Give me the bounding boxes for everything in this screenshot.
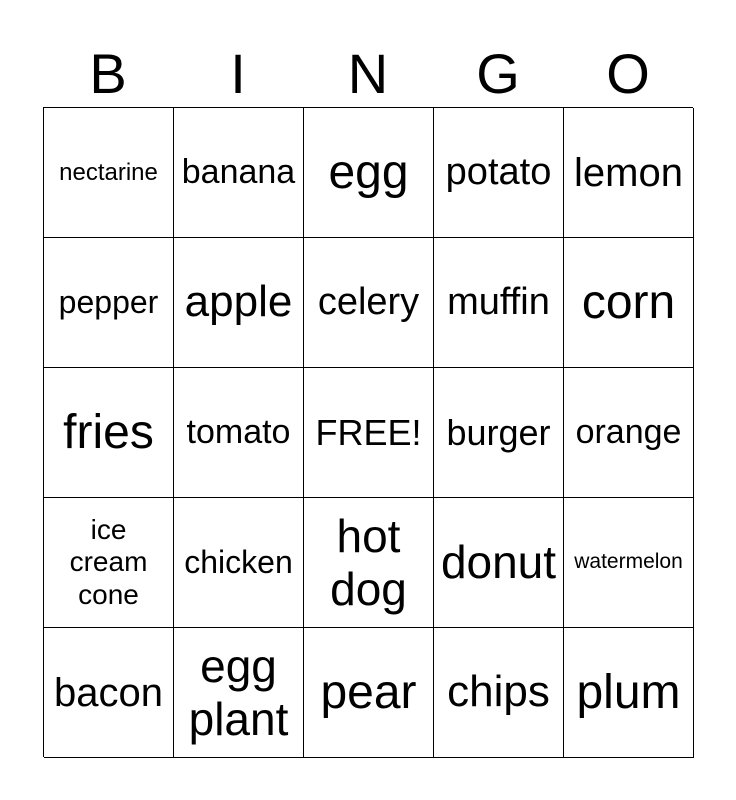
bingo-cell-label: banana — [181, 152, 296, 191]
bingo-cell-label: celery — [317, 280, 420, 323]
header-letter-g: G — [476, 42, 520, 105]
bingo-cell-label: potato — [445, 150, 552, 193]
bingo-cell[interactable] — [564, 368, 694, 498]
bingo-cell-label: orange — [575, 412, 682, 451]
header-letter-b: B — [89, 42, 127, 105]
bingo-cell[interactable] — [44, 628, 174, 758]
bingo-cell[interactable] — [564, 238, 694, 368]
bingo-cell[interactable] — [434, 498, 564, 628]
bingo-cell[interactable] — [44, 498, 174, 628]
bingo-cell-label: watermelon — [574, 550, 683, 574]
bingo-cell[interactable] — [304, 498, 434, 628]
bingo-cell-label: tomato — [186, 412, 291, 451]
bingo-cell-label: FREE! — [315, 411, 422, 453]
bingo-card-grid — [43, 107, 693, 757]
bingo-cell[interactable] — [44, 238, 174, 368]
bingo-header — [43, 40, 693, 108]
bingo-cell-label: corn — [581, 275, 676, 329]
bingo-cell-label: hot dog — [330, 509, 407, 615]
bingo-cell-label: bacon — [54, 670, 163, 715]
bingo-cell[interactable] — [434, 368, 564, 498]
bingo-cell[interactable] — [304, 108, 434, 238]
bingo-cell[interactable] — [304, 238, 434, 368]
bingo-cell[interactable] — [44, 108, 174, 238]
bingo-cell-label: egg plant — [188, 639, 289, 745]
bingo-cell-label: ice cream cone — [69, 514, 148, 610]
bingo-cell-label: muffin — [447, 280, 550, 323]
bingo-cell[interactable] — [44, 368, 174, 498]
bingo-cell[interactable] — [174, 368, 304, 498]
header-letter-i: I — [230, 42, 246, 105]
bingo-cell-label: donut — [440, 536, 557, 589]
bingo-cell[interactable] — [304, 628, 434, 758]
bingo-cell[interactable] — [174, 238, 304, 368]
bingo-cell[interactable] — [564, 498, 694, 628]
bingo-cell[interactable] — [434, 628, 564, 758]
bingo-cell[interactable] — [564, 108, 694, 238]
bingo-cell[interactable] — [434, 108, 564, 238]
bingo-cell-label: pear — [320, 665, 417, 719]
bingo-cell-label: apple — [184, 277, 293, 327]
bingo-cell-label: nectarine — [59, 158, 158, 186]
bingo-cell-label: fries — [63, 405, 154, 459]
bingo-cell-label: egg — [328, 145, 409, 199]
header-letter-n: N — [347, 42, 389, 105]
bingo-cell[interactable] — [174, 108, 304, 238]
bingo-cell[interactable] — [304, 368, 434, 498]
bingo-cell[interactable] — [434, 238, 564, 368]
bingo-cell-label: plum — [576, 665, 681, 719]
bingo-cell-label: burger — [446, 411, 551, 453]
bingo-cell[interactable] — [174, 628, 304, 758]
bingo-cell-label: pepper — [58, 284, 159, 321]
header-letter-o: O — [606, 42, 650, 105]
bingo-cell-label: chicken — [184, 544, 293, 581]
bingo-cell-label: lemon — [574, 150, 683, 195]
bingo-cell-label: chips — [447, 667, 550, 717]
bingo-cell[interactable] — [174, 498, 304, 628]
bingo-cell[interactable] — [564, 628, 694, 758]
